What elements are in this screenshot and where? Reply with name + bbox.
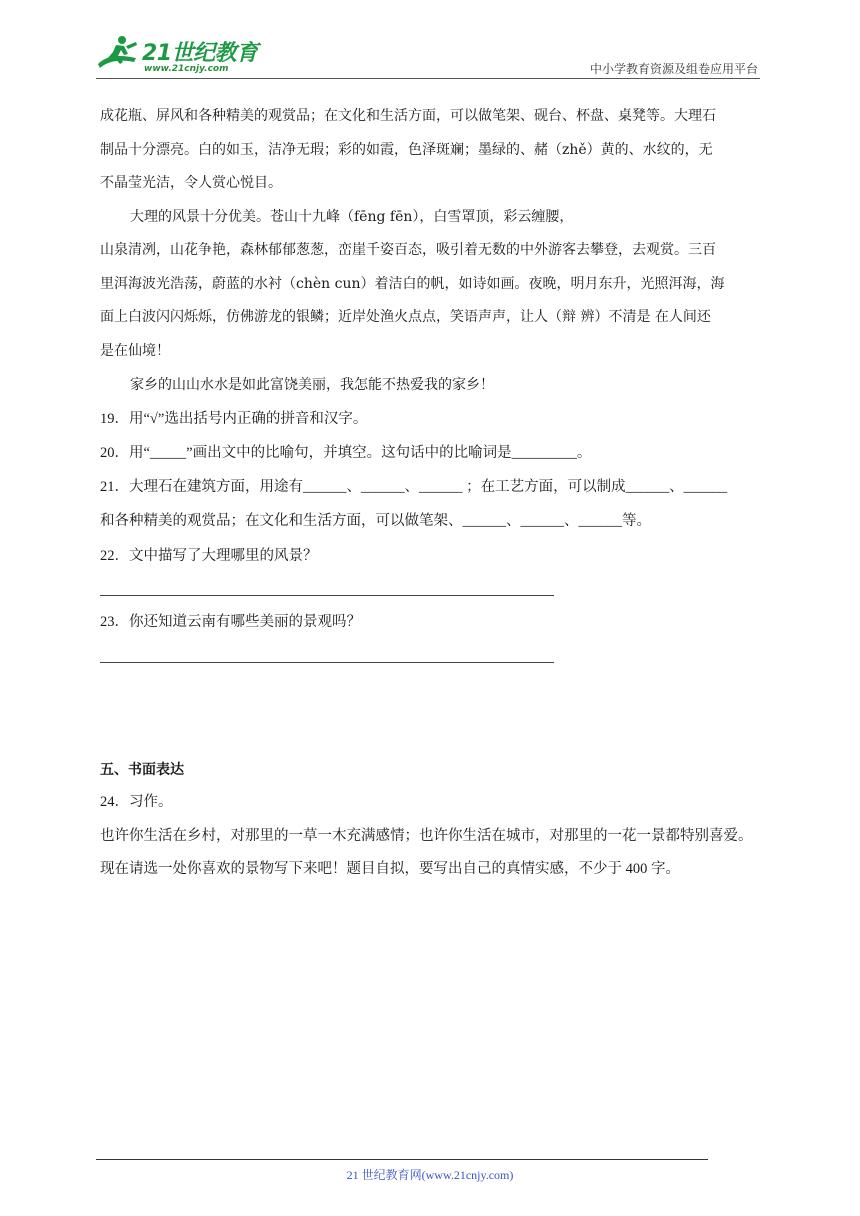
header-divider	[96, 78, 760, 79]
passage-line: 成花瓶、屏风和各种精美的观赏品；在文化和生活方面，可以做笔架、砚台、杯盘、桌凳等。大理石	[100, 108, 716, 124]
answer-line-23[interactable]	[100, 662, 554, 663]
page-header	[96, 30, 760, 80]
passage-line: 家乡的山山水水是如此富饶美丽，我怎能不热爱我的家乡！	[130, 377, 494, 393]
runner-logo-icon	[96, 34, 140, 74]
question-24: 24．习作。	[100, 794, 173, 810]
passage-line: 制品十分漂亮。白的如玉，洁净无瑕；彩的如霞，色泽斑斓；墨绿的、赭（zhě）黄的、水纹的，无	[100, 142, 713, 158]
passage-line: 山泉清冽，山花争艳，森林郁郁葱葱，峦崖千姿百态，吸引着无数的中外游客去攀登，去观赏。三百	[100, 242, 716, 258]
writing-prompt-line: 也许你生活在乡村，对那里的一草一木充满感情；也许你生活在城市，对那里的一花一景都特别喜爱。	[100, 828, 753, 844]
section-title: 五、书面表达	[100, 762, 184, 778]
logo-wordmark: 21世纪教育	[142, 41, 258, 66]
question-21-continued: 和各种精美的观赏品；在文化和生活方面，可以做笔架、______、______、______等。	[100, 513, 651, 529]
passage-line: 大理的风景十分优美。苍山十九峰（fēng fēn），白雪罩顶，彩云缠腰，	[130, 209, 574, 225]
question-23: 23．你还知道云南有哪些美丽的景观吗？	[100, 614, 361, 630]
site-logo[interactable]	[96, 34, 266, 78]
question-22: 22．文中描写了大理哪里的风景？	[100, 548, 318, 564]
writing-prompt-line: 现在请选一处你喜欢的景物写下来吧！题目自拟，要写出自己的真情实感，不少于 400 字。	[100, 861, 680, 877]
question-20: 20．用“_____”画出文中的比喻句，并填空。这句话中的比喻词是_________。	[100, 445, 592, 461]
passage-line: 面上白波闪闪烁烁，仿佛游龙的银鳞；近岸处渔火点点，笑语声声，让人（辩 辨）不清是 在人间还	[100, 309, 711, 325]
question-21: 21．大理石在建筑方面，用途有______、______、______ ；在工艺方面，可以制成______、______	[100, 479, 728, 495]
platform-name: 中小学教育资源及组卷应用平台	[589, 62, 758, 76]
footer-link[interactable]: 21 世纪教育网(www.21cnjy.com)	[346, 1168, 514, 1182]
answer-line-22[interactable]	[100, 595, 554, 596]
passage-line: 不晶莹光洁，令人赏心悦目。	[100, 175, 282, 191]
question-19: 19．用“√”选出括号内正确的拼音和汉字。	[100, 411, 368, 427]
footer-divider	[96, 1159, 708, 1160]
passage-line: 里洱海波光浩荡，蔚蓝的水衬（chèn cun）着洁白的帆，如诗如画。夜晚，明月东升，光照洱海，海	[100, 276, 725, 292]
passage-line: 是在仙境！	[100, 343, 170, 359]
logo-url: www.21cnjy.com	[144, 64, 229, 74]
